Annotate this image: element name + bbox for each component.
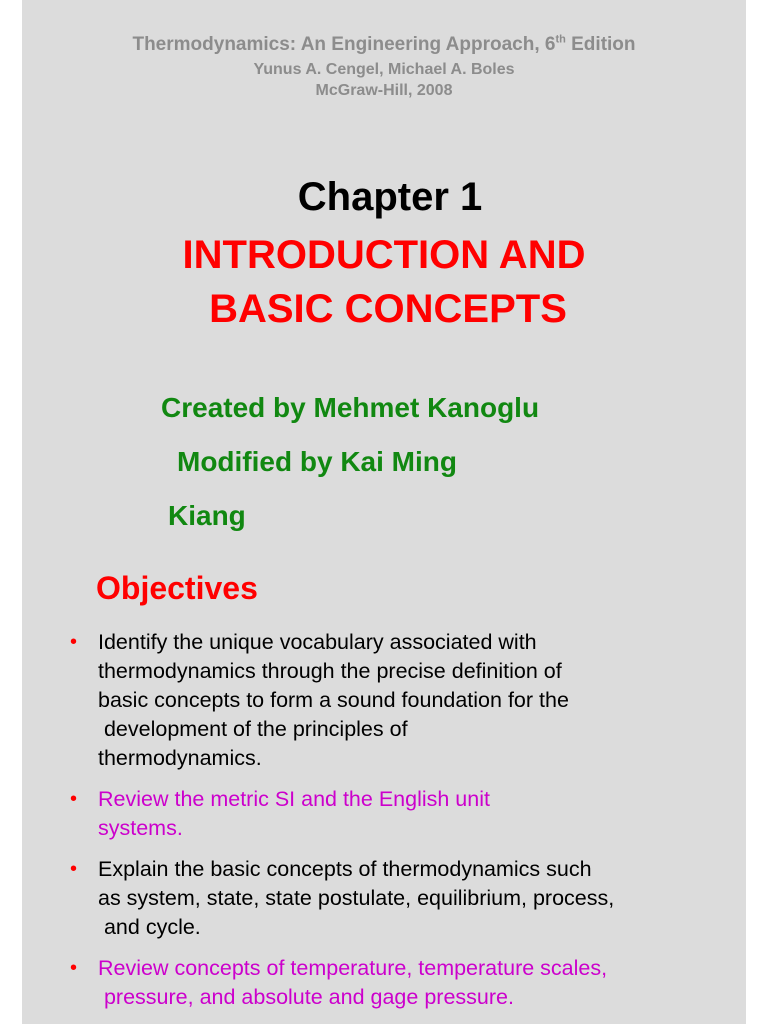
objective-line: Review the metric SI and the English unit — [98, 787, 490, 811]
book-authors: Yunus A. Cengel, Michael A. Boles — [253, 61, 515, 78]
objective-line: thermodynamics. — [98, 746, 262, 770]
bullet-icon: • — [70, 631, 78, 653]
chapter-title-line-1: INTRODUCTION AND — [182, 233, 586, 277]
chapter-title — [22, 228, 746, 336]
objective-line: and cycle. — [98, 915, 201, 939]
created-by: Created by Mehmet Kanoglu — [161, 392, 540, 423]
objective-line: thermodynamics through the precise definition of — [98, 659, 562, 683]
objective-line: as system, state, state postulate, equilibrium, process, — [98, 886, 615, 910]
book-publisher: McGraw-Hill, 2008 — [315, 82, 453, 99]
objective-line: pressure, and absolute and gage pressure. — [98, 985, 514, 1009]
objective-item — [70, 628, 698, 773]
objective-line: Review concepts of temperature, temperature scales, — [98, 956, 608, 980]
objective-line: Explain the basic concepts of thermodynamics such — [98, 857, 592, 881]
book-title — [22, 34, 746, 56]
objective-line: basic concepts to form a sound foundation for the — [98, 688, 569, 712]
bullet-icon: • — [70, 858, 78, 880]
book-title-end: Edition — [565, 34, 636, 55]
objective-line: systems. — [98, 816, 183, 840]
chapter-label: Chapter 1 — [297, 175, 483, 219]
objective-line: development of the principles of — [98, 717, 408, 741]
modified-by-continued: Kiang — [168, 500, 246, 531]
objective-line: Identify the unique vocabulary associated with — [98, 630, 537, 654]
bullet-icon: • — [70, 788, 78, 810]
objective-item — [70, 785, 698, 843]
objectives-heading: Objectives — [96, 570, 258, 606]
objective-item — [70, 855, 698, 942]
modified-by: Modified by Kai Ming — [177, 446, 457, 477]
objective-item — [70, 954, 698, 1012]
book-title-main: Thermodynamics: An Engineering Approach, 6 — [132, 34, 556, 55]
chapter-title-line-2: BASIC CONCEPTS — [209, 287, 567, 331]
bullet-icon: • — [70, 957, 78, 979]
book-title-superscript: th — [555, 33, 566, 46]
slide-page — [22, 0, 746, 1024]
